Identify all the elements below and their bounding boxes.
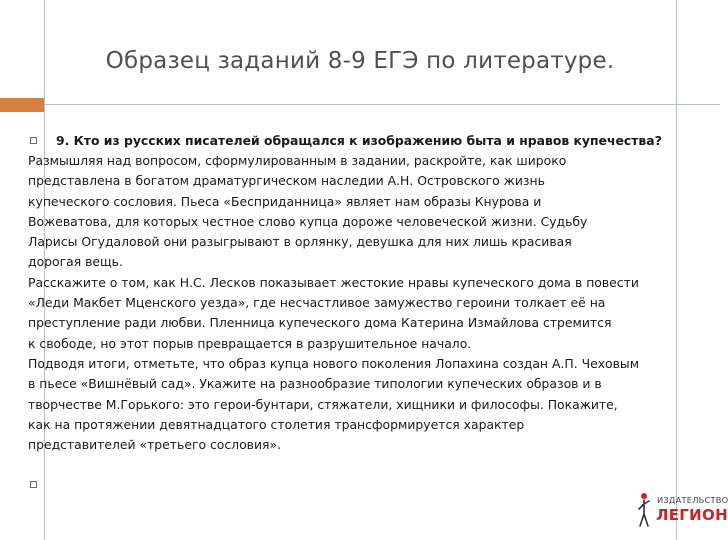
publisher-logo	[637, 492, 728, 534]
square-bullet-icon	[30, 481, 37, 488]
paragraph-line: как на протяжении девятнадцатого столетия трансформируется характер	[28, 416, 525, 432]
accent-bar	[0, 98, 44, 112]
paragraph-line: дорогая вещь.	[28, 254, 123, 270]
logo-small-text: ИЗДАТЕЛЬСТВО	[657, 495, 728, 505]
paragraph-ostrovsky	[28, 151, 688, 273]
paragraph-line: к свободе, но этот порыв превращается в разрушительное начало.	[28, 335, 472, 351]
paragraph-line: Подводя итоги, отметьте, что образ купца нового поколения Лопахина создан А.П. Чеховым	[28, 355, 640, 371]
divider-line	[44, 104, 720, 105]
paragraph-line: Размышляя над вопросом, сформулированным в задании, раскройте, как широко	[28, 153, 567, 168]
empty-bullet-item	[28, 475, 688, 495]
square-bullet-icon	[30, 137, 37, 144]
logo-figure-icon	[637, 492, 651, 530]
paragraph-line: «Леди Макбет Мценского уезда», где несчастливое замужество героини толкает её на	[28, 295, 606, 311]
paragraph-line: творчестве М.Горького: это герои-бунтари, стяжатели, хищники и философы. Покажите,	[28, 396, 618, 412]
paragraph-chekhov-gorky	[28, 354, 688, 455]
title-divider	[0, 98, 720, 112]
spacer	[28, 455, 688, 475]
paragraph-leskov	[28, 273, 688, 354]
paragraph-line: в пьесе «Вишнёвый сад». Укажите на разнообразие типологии купеческих образов и в	[28, 376, 602, 392]
paragraph-line: преступление ради любви. Пленница купеческого дома Катерина Измайлова стремится	[28, 315, 612, 331]
paragraph-line: купеческого сословия. Пьеса «Бесприданница» являет нам образы Кнурова и	[28, 193, 542, 209]
paragraph-line: представлена в богатом драматургическом наследии А.Н. Островского жизнь	[28, 173, 545, 189]
slide-content	[28, 131, 688, 495]
paragraph-line: Вожеватова, для которых честное слово купца дороже человеческой жизни. Судьбу	[28, 213, 588, 229]
logo-big-text: ЛЕГИОН	[656, 506, 728, 524]
slide-title: Образец заданий 8-9 ЕГЭ по литературе.	[105, 48, 615, 74]
paragraph-line: представителей «третьего сословия».	[28, 437, 282, 453]
question-text: 9. Кто из русских писателей обращался к изображению быта и нравов купечества?	[56, 133, 662, 148]
paragraph-line: Расскажите о том, как Н.С. Лесков показывает жестокие нравы купеческого дома в повести	[28, 274, 639, 290]
paragraph-line: Ларисы Огудаловой они разыгрывают в орлянку, девушка для них лишь красивая	[28, 234, 572, 250]
question-item	[28, 131, 688, 151]
